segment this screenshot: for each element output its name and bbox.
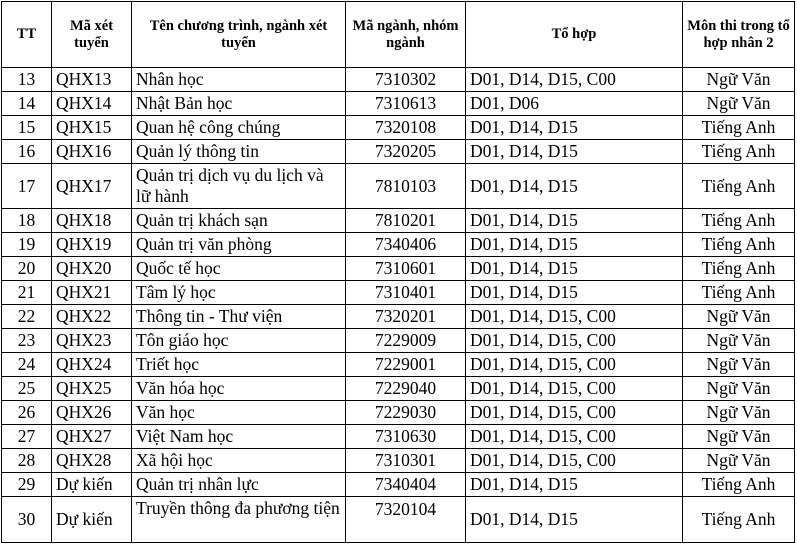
row-code: QHX14	[52, 92, 132, 116]
row-program-name: Việt Nam học	[132, 425, 346, 449]
row-tt: 29	[2, 473, 52, 497]
row-combination: D01, D14, D15	[466, 497, 683, 543]
row-major-code: 7340404	[346, 473, 466, 497]
row-program-name: Văn học	[132, 401, 346, 425]
table-row	[2, 305, 795, 329]
row-tt: 26	[2, 401, 52, 425]
row-code: QHX16	[52, 140, 132, 164]
row-code: Dự kiến	[52, 473, 132, 497]
row-major-code: 7340406	[346, 233, 466, 257]
row-combination: D01, D14, D15	[466, 233, 683, 257]
row-major-code: 7229030	[346, 401, 466, 425]
row-subject: Tiếng Anh	[683, 116, 795, 140]
row-combination: D01, D14, D15, C00	[466, 401, 683, 425]
row-code: QHX26	[52, 401, 132, 425]
row-tt: 28	[2, 449, 52, 473]
table-row	[2, 473, 795, 497]
row-combination: D01, D14, D15	[466, 257, 683, 281]
row-major-code: 7310630	[346, 425, 466, 449]
header-subject: Môn thi trong tổ hợp nhân 2	[683, 2, 795, 68]
table-row	[2, 497, 795, 543]
row-major-code: 7229001	[346, 353, 466, 377]
row-combination: D01, D14, D15, C00	[466, 68, 683, 92]
row-subject: Tiếng Anh	[683, 473, 795, 497]
row-subject: Ngữ Văn	[683, 401, 795, 425]
admissions-table	[1, 1, 795, 543]
row-combination: D01, D14, D15	[466, 209, 683, 233]
row-major-code: 7320201	[346, 305, 466, 329]
row-major-code: 7810201	[346, 209, 466, 233]
row-code: QHX20	[52, 257, 132, 281]
row-program-name: Quốc tế học	[132, 257, 346, 281]
row-combination: D01, D14, D15, C00	[466, 329, 683, 353]
table-row	[2, 377, 795, 401]
row-program-name: Nhật Bản học	[132, 92, 346, 116]
row-program-name: Quản trị dịch vụ du lịch và lữ hành	[132, 164, 346, 209]
row-subject: Tiếng Anh	[683, 257, 795, 281]
row-program-name: Quản trị nhân lực	[132, 473, 346, 497]
row-major-code: 7310301	[346, 449, 466, 473]
row-combination: D01, D06	[466, 92, 683, 116]
row-program-name: Tôn giáo học	[132, 329, 346, 353]
row-combination: D01, D14, D15	[466, 281, 683, 305]
row-combination: D01, D14, D15, C00	[466, 353, 683, 377]
table-row	[2, 449, 795, 473]
row-code: QHX15	[52, 116, 132, 140]
row-major-code: 7320205	[346, 140, 466, 164]
row-program-name: Văn hóa học	[132, 377, 346, 401]
row-subject: Ngữ Văn	[683, 68, 795, 92]
row-subject: Ngữ Văn	[683, 425, 795, 449]
header-major-code: Mã ngành, nhóm ngành	[346, 2, 466, 68]
row-combination: D01, D14, D15	[466, 473, 683, 497]
row-tt: 22	[2, 305, 52, 329]
row-program-name: Truyền thông đa phương tiện	[132, 497, 346, 543]
row-combination: D01, D14, D15, C00	[466, 377, 683, 401]
row-program-name: Quản trị khách sạn	[132, 209, 346, 233]
row-subject: Ngữ Văn	[683, 353, 795, 377]
row-tt: 19	[2, 233, 52, 257]
table-row	[2, 209, 795, 233]
row-code: QHX23	[52, 329, 132, 353]
table-row	[2, 281, 795, 305]
row-code: Dự kiến	[52, 497, 132, 543]
row-major-code: 7310613	[346, 92, 466, 116]
table-row	[2, 353, 795, 377]
row-combination: D01, D14, D15, C00	[466, 449, 683, 473]
table-row	[2, 233, 795, 257]
row-program-name: Quan hệ công chúng	[132, 116, 346, 140]
row-tt: 27	[2, 425, 52, 449]
row-major-code: 7229009	[346, 329, 466, 353]
table-row	[2, 68, 795, 92]
row-combination: D01, D14, D15	[466, 116, 683, 140]
header-tt: TT	[2, 2, 52, 68]
row-tt: 16	[2, 140, 52, 164]
row-subject: Tiếng Anh	[683, 164, 795, 209]
row-subject: Tiếng Anh	[683, 233, 795, 257]
table-row	[2, 329, 795, 353]
row-combination: D01, D14, D15, C00	[466, 425, 683, 449]
row-major-code: 7320108	[346, 116, 466, 140]
row-major-code: 7310302	[346, 68, 466, 92]
row-program-name: Quản trị văn phòng	[132, 233, 346, 257]
row-code: QHX25	[52, 377, 132, 401]
row-code: QHX27	[52, 425, 132, 449]
row-major-code: 7810103	[346, 164, 466, 209]
table-row	[2, 425, 795, 449]
header-code: Mã xét tuyển	[52, 2, 132, 68]
row-major-code: 7310601	[346, 257, 466, 281]
header-row	[2, 2, 795, 68]
row-tt: 30	[2, 497, 52, 543]
header-program: Tên chương trình, ngành xét tuyển	[132, 2, 346, 68]
row-subject: Tiếng Anh	[683, 140, 795, 164]
row-tt: 20	[2, 257, 52, 281]
table-row	[2, 140, 795, 164]
row-tt: 24	[2, 353, 52, 377]
header-combination: Tổ hợp	[466, 2, 683, 68]
row-combination: D01, D14, D15, C00	[466, 305, 683, 329]
row-code: QHX19	[52, 233, 132, 257]
row-major-code: 7229040	[346, 377, 466, 401]
row-subject: Ngữ Văn	[683, 377, 795, 401]
row-program-name: Nhân học	[132, 68, 346, 92]
row-subject: Tiếng Anh	[683, 209, 795, 233]
row-major-code: 7320104	[346, 497, 466, 543]
row-program-name: Xã hội học	[132, 449, 346, 473]
row-major-code: 7310401	[346, 281, 466, 305]
row-combination: D01, D14, D15	[466, 164, 683, 209]
row-combination: D01, D14, D15	[466, 140, 683, 164]
row-code: QHX24	[52, 353, 132, 377]
row-tt: 14	[2, 92, 52, 116]
row-tt: 21	[2, 281, 52, 305]
table-row	[2, 116, 795, 140]
row-subject: Tiếng Anh	[683, 281, 795, 305]
row-tt: 15	[2, 116, 52, 140]
table-row	[2, 164, 795, 209]
table-row	[2, 92, 795, 116]
row-subject: Tiếng Anh	[683, 497, 795, 543]
row-tt: 25	[2, 377, 52, 401]
row-subject: Ngữ Văn	[683, 305, 795, 329]
row-program-name: Quản lý thông tin	[132, 140, 346, 164]
table-row	[2, 257, 795, 281]
row-program-name: Triết học	[132, 353, 346, 377]
row-code: QHX22	[52, 305, 132, 329]
row-tt: 13	[2, 68, 52, 92]
row-program-name: Tâm lý học	[132, 281, 346, 305]
row-code: QHX21	[52, 281, 132, 305]
row-code: QHX17	[52, 164, 132, 209]
row-tt: 18	[2, 209, 52, 233]
table-row	[2, 401, 795, 425]
row-tt: 23	[2, 329, 52, 353]
row-tt: 17	[2, 164, 52, 209]
row-subject: Ngữ Văn	[683, 449, 795, 473]
row-code: QHX28	[52, 449, 132, 473]
row-program-name: Thông tin - Thư viện	[132, 305, 346, 329]
row-subject: Ngữ Văn	[683, 92, 795, 116]
row-code: QHX18	[52, 209, 132, 233]
row-code: QHX13	[52, 68, 132, 92]
row-subject: Ngữ Văn	[683, 329, 795, 353]
